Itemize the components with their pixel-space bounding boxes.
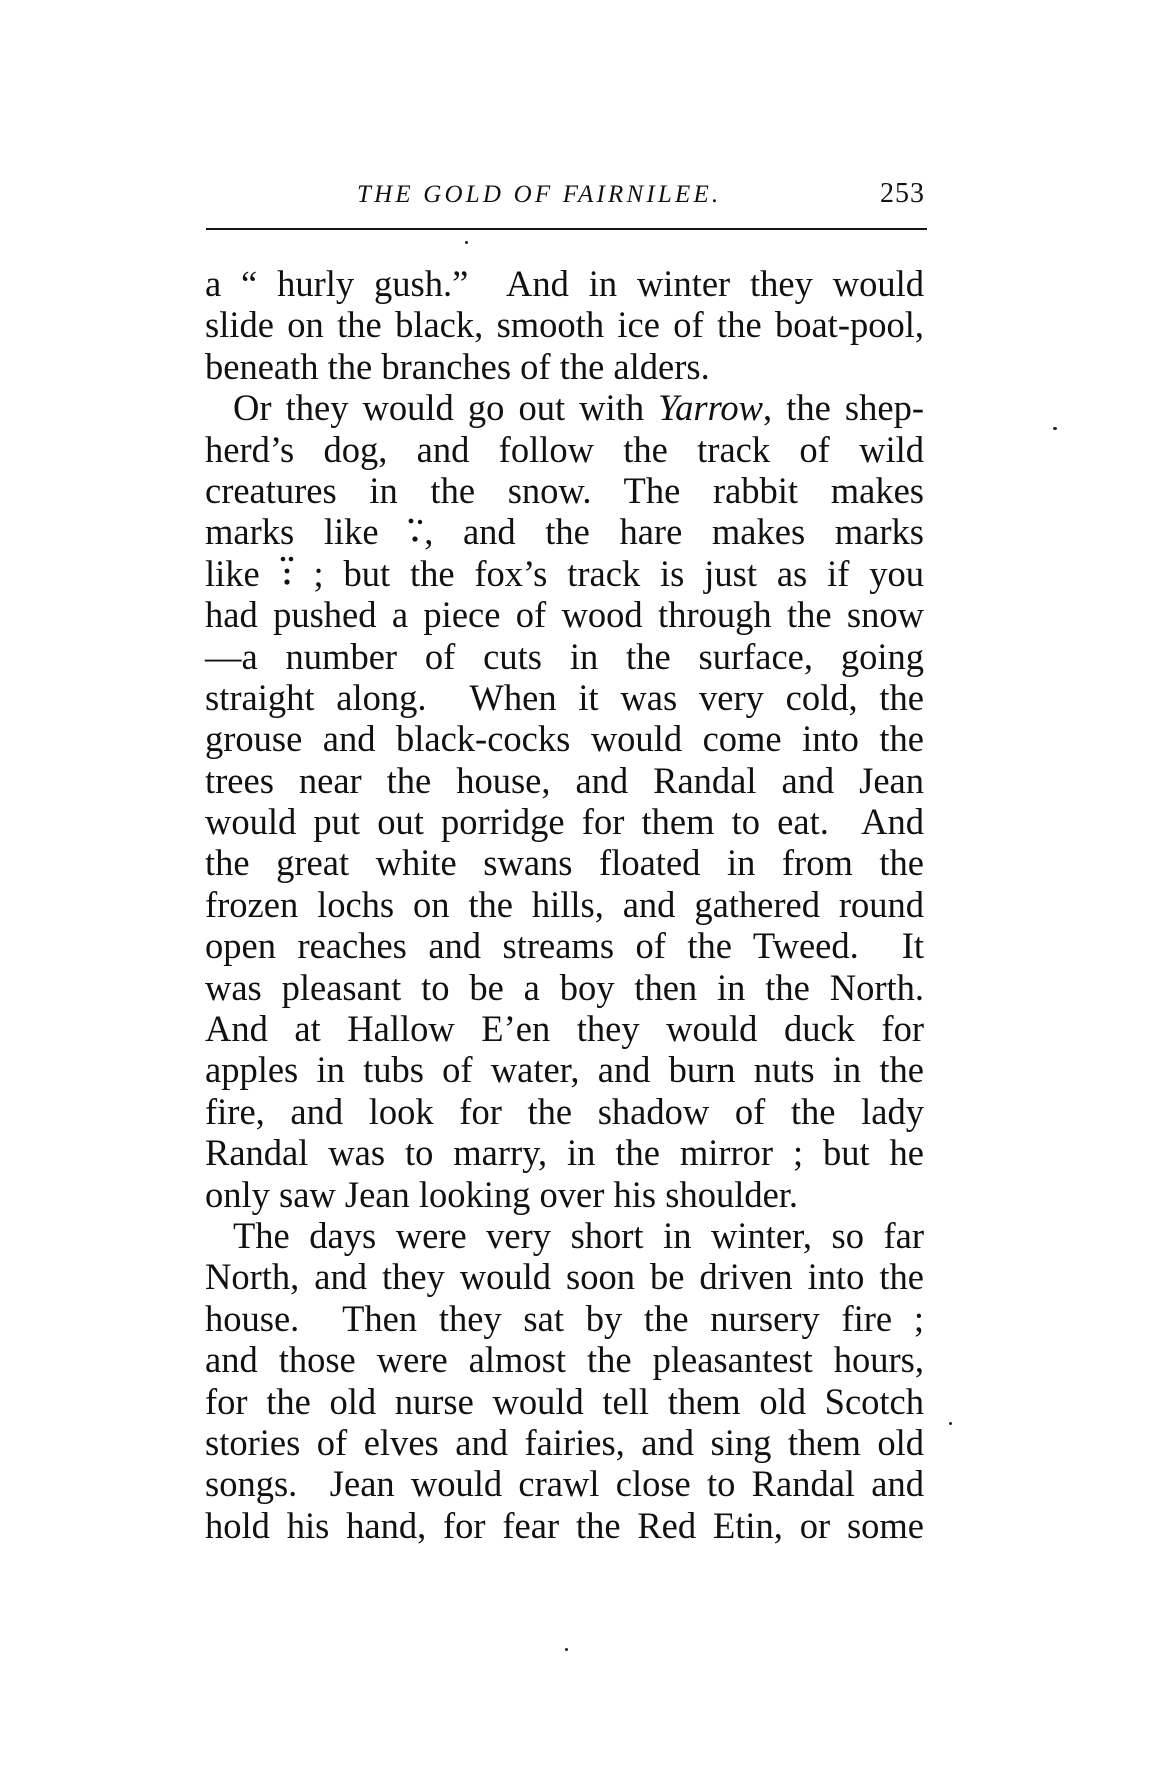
scan-speck: [465, 241, 468, 244]
scan-speck: [949, 1422, 952, 1425]
text-line: [205, 1463, 924, 1504]
text-run: Or they would go out with: [233, 387, 659, 429]
text-line: [205, 801, 924, 842]
text-run: the great white swans floated in from the: [205, 842, 924, 884]
text-run: slide on the black, smooth ice of the boat-pool,: [205, 304, 924, 346]
text-line: [205, 594, 924, 635]
rabbit-track-icon: [408, 518, 424, 544]
text-line: [205, 553, 924, 594]
text-line: [205, 346, 924, 387]
text-run: had pushed a piece of wood through the snow: [205, 594, 924, 636]
text-run: songs. Jean would crawl close to Randal and: [205, 1463, 924, 1505]
text-line: [205, 1215, 924, 1256]
running-title: THE GOLD OF FAIRNILEE.: [357, 181, 722, 208]
text-run: fire, and look for the shadow of the lady: [205, 1090, 924, 1132]
text-run: for the old nurse would tell them old Scotch: [205, 1380, 924, 1422]
text-run: frozen lochs on the hills, and gathered round: [205, 883, 924, 925]
text-run: would put out porridge for them to eat. And: [205, 801, 924, 843]
running-head: [206, 178, 927, 214]
text-line: [205, 636, 924, 677]
text-line: [205, 263, 924, 304]
text-line: [205, 1132, 924, 1173]
text-line: [205, 677, 924, 718]
text-line: [205, 387, 924, 428]
text-line: [205, 1008, 924, 1049]
text-run: grouse and black-cocks would come into the: [205, 718, 924, 760]
scan-speck: [565, 1648, 568, 1651]
text-line: [205, 718, 924, 759]
text-run: a “ hurly gush.” And in winter they would: [205, 263, 924, 304]
dog-name-italic: Yarrow: [658, 387, 764, 429]
text-line: [205, 1091, 924, 1132]
text-run: open reaches and streams of the Tweed. It: [205, 925, 924, 967]
text-run: beneath the branches of the alders.: [205, 345, 710, 387]
text-run: trees near the house, and Randal and Jean: [205, 759, 924, 801]
text-line: [205, 760, 924, 801]
text-line: [205, 1381, 924, 1422]
text-line: [205, 470, 924, 511]
header-rule: [206, 228, 927, 230]
text-run: —a number of cuts in the surface, going: [205, 635, 924, 677]
text-run: creatures in the snow. The rabbit makes: [205, 469, 924, 511]
text-run: straight along. When it was very cold, the: [205, 676, 924, 718]
text-line: [205, 842, 924, 883]
text-line: [205, 967, 924, 1008]
text-line: [205, 1422, 924, 1463]
text-run: house. Then they sat by the nursery fire ;: [205, 1297, 924, 1339]
text-run: Randal was to marry, in the mirror ; but he: [205, 1132, 924, 1174]
text-line: [205, 429, 924, 470]
page-number: 253: [880, 178, 925, 209]
text-line: [205, 511, 924, 552]
text-run: And at Hallow E’en they would duck for: [205, 1008, 924, 1050]
text-line: [205, 1298, 924, 1339]
text-line: [205, 1256, 924, 1297]
text-line: [205, 884, 924, 925]
text-run: and those were almost the pleasantest hours,: [205, 1339, 924, 1381]
text-run: apples in tubs of water, and burn nuts in the: [205, 1049, 924, 1091]
body-text: [205, 263, 924, 1546]
scan-speck: [1053, 427, 1057, 430]
text-run: herd’s dog, and follow the track of wild: [205, 428, 924, 470]
text-run: hold his hand, for fear the Red Etin, or some: [205, 1504, 924, 1546]
text-run: like: [205, 552, 280, 594]
hare-track-icon: [280, 556, 294, 586]
text-line: [205, 1339, 924, 1380]
text-run: North, and they would soon be driven into the: [205, 1256, 924, 1298]
text-run: , the shep-: [763, 387, 924, 429]
text-run: only saw Jean looking over his shoulder.: [205, 1173, 799, 1215]
text-run: stories of elves and fairies, and sing them old: [205, 1421, 924, 1463]
text-run: ; but the fox’s track is just as if you: [293, 552, 924, 594]
text-run: , and the hare makes marks: [424, 511, 924, 553]
text-run: The days were very short in winter, so far: [233, 1214, 924, 1256]
text-line: [205, 1505, 924, 1546]
text-line: [205, 304, 924, 345]
text-run: was pleasant to be a boy then in the North.: [205, 966, 924, 1008]
text-run: marks like: [205, 511, 409, 553]
text-line: [205, 1049, 924, 1090]
text-line: [205, 925, 924, 966]
text-line: [205, 1174, 924, 1215]
